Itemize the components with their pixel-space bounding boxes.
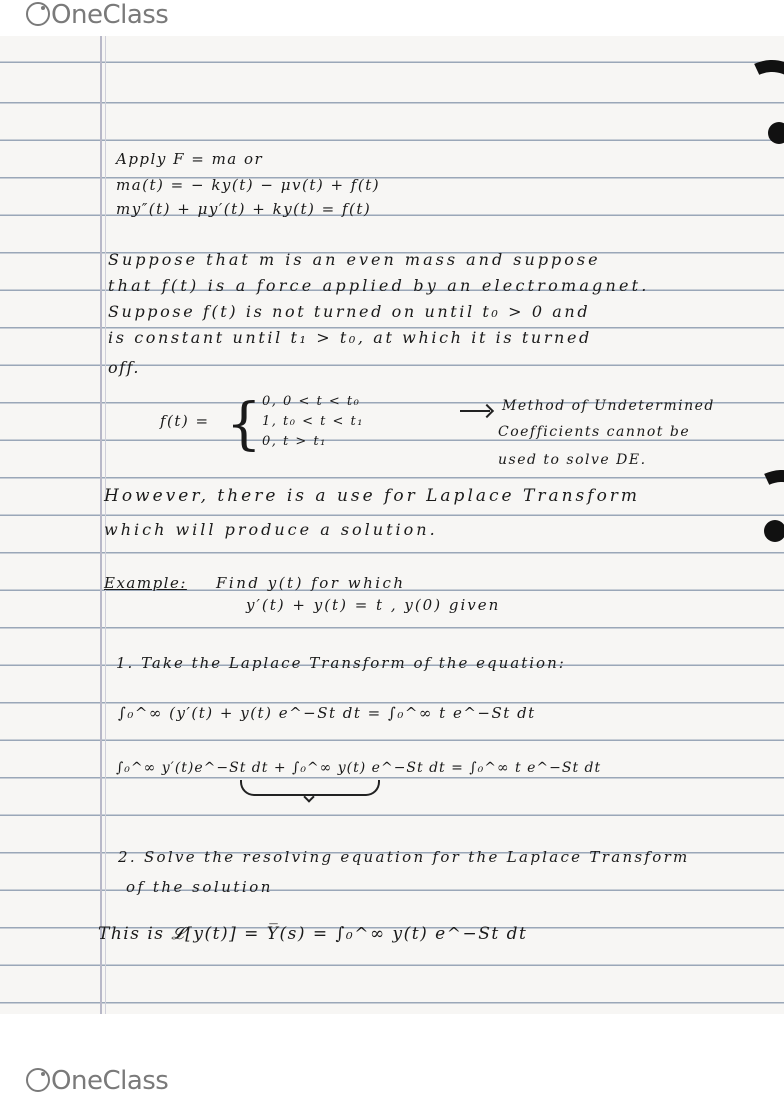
- step-1: 1. Take the Laplace Transform of the equation:: [116, 654, 566, 672]
- binder-ring-hole-icon: [764, 520, 784, 542]
- arrow-icon: [460, 410, 490, 412]
- oneclass-logo-top: OneClass: [26, 0, 168, 30]
- note-line-2: Coefficients cannot be: [498, 424, 691, 440]
- oneclass-logo-bottom: OneClass: [26, 1066, 168, 1096]
- note-line-1: Method of Undetermined: [502, 398, 715, 414]
- logo-circle-icon: [26, 1068, 50, 1092]
- piecewise-case-3: 0, t > t₁: [262, 434, 327, 449]
- line-ma: ma(t) = − ky(t) − μv(t) + f(t): [116, 176, 381, 194]
- binder-ring-hole-icon: [768, 122, 784, 144]
- laplace-definition: This is 𝓛[y(t)] = Y̅(s) = ∫₀^∞ y(t) e^−St dt: [98, 924, 528, 944]
- integral-equation-1: ∫₀^∞ (y′(t) + y(t) e^−St dt = ∫₀^∞ t e^−St dt: [118, 704, 536, 722]
- line-force: that f(t) is a force applied by an electromagnet.: [108, 276, 650, 295]
- step-2: 2. Solve the resolving equation for the Laplace Transform: [118, 848, 690, 866]
- integral-equation-2: ∫₀^∞ y′(t)e^−St dt + ∫₀^∞ y(t) e^−St dt = ∫₀^∞ t e^−St dt: [116, 760, 602, 776]
- line-however: However, there is a use for Laplace Transform: [104, 486, 641, 506]
- line-solution: which will produce a solution.: [104, 520, 438, 539]
- line-off: off.: [108, 358, 140, 377]
- example-label: Example:: [104, 574, 187, 592]
- logo-circle-icon: [26, 2, 50, 26]
- line-constant: is constant until t₁ > t₀, at which it is turned: [108, 328, 592, 347]
- line-my: my″(t) + μy′(t) + ky(t) = f(t): [116, 200, 372, 218]
- line-suppose-2: Suppose f(t) is not turned on until t₀ > 0 and: [108, 302, 591, 321]
- note-line-3: used to solve DE.: [498, 452, 647, 468]
- piecewise-brace: {: [226, 392, 262, 457]
- margin-line: [100, 36, 102, 1014]
- example-equation: y′(t) + y(t) = t , y(0) given: [246, 596, 501, 614]
- piecewise-case-2: 1, t₀ < t < t₁: [262, 414, 364, 429]
- example-text: Find y(t) for which: [216, 574, 406, 592]
- step-2-cont: of the solution: [126, 878, 273, 896]
- piecewise-lhs: f(t) =: [160, 412, 210, 430]
- piecewise-case-1: 0, 0 < t < t₀: [262, 394, 361, 409]
- line-suppose-1: Suppose that m is an even mass and suppose: [108, 250, 601, 269]
- line-apply: Apply F = ma or: [116, 150, 264, 168]
